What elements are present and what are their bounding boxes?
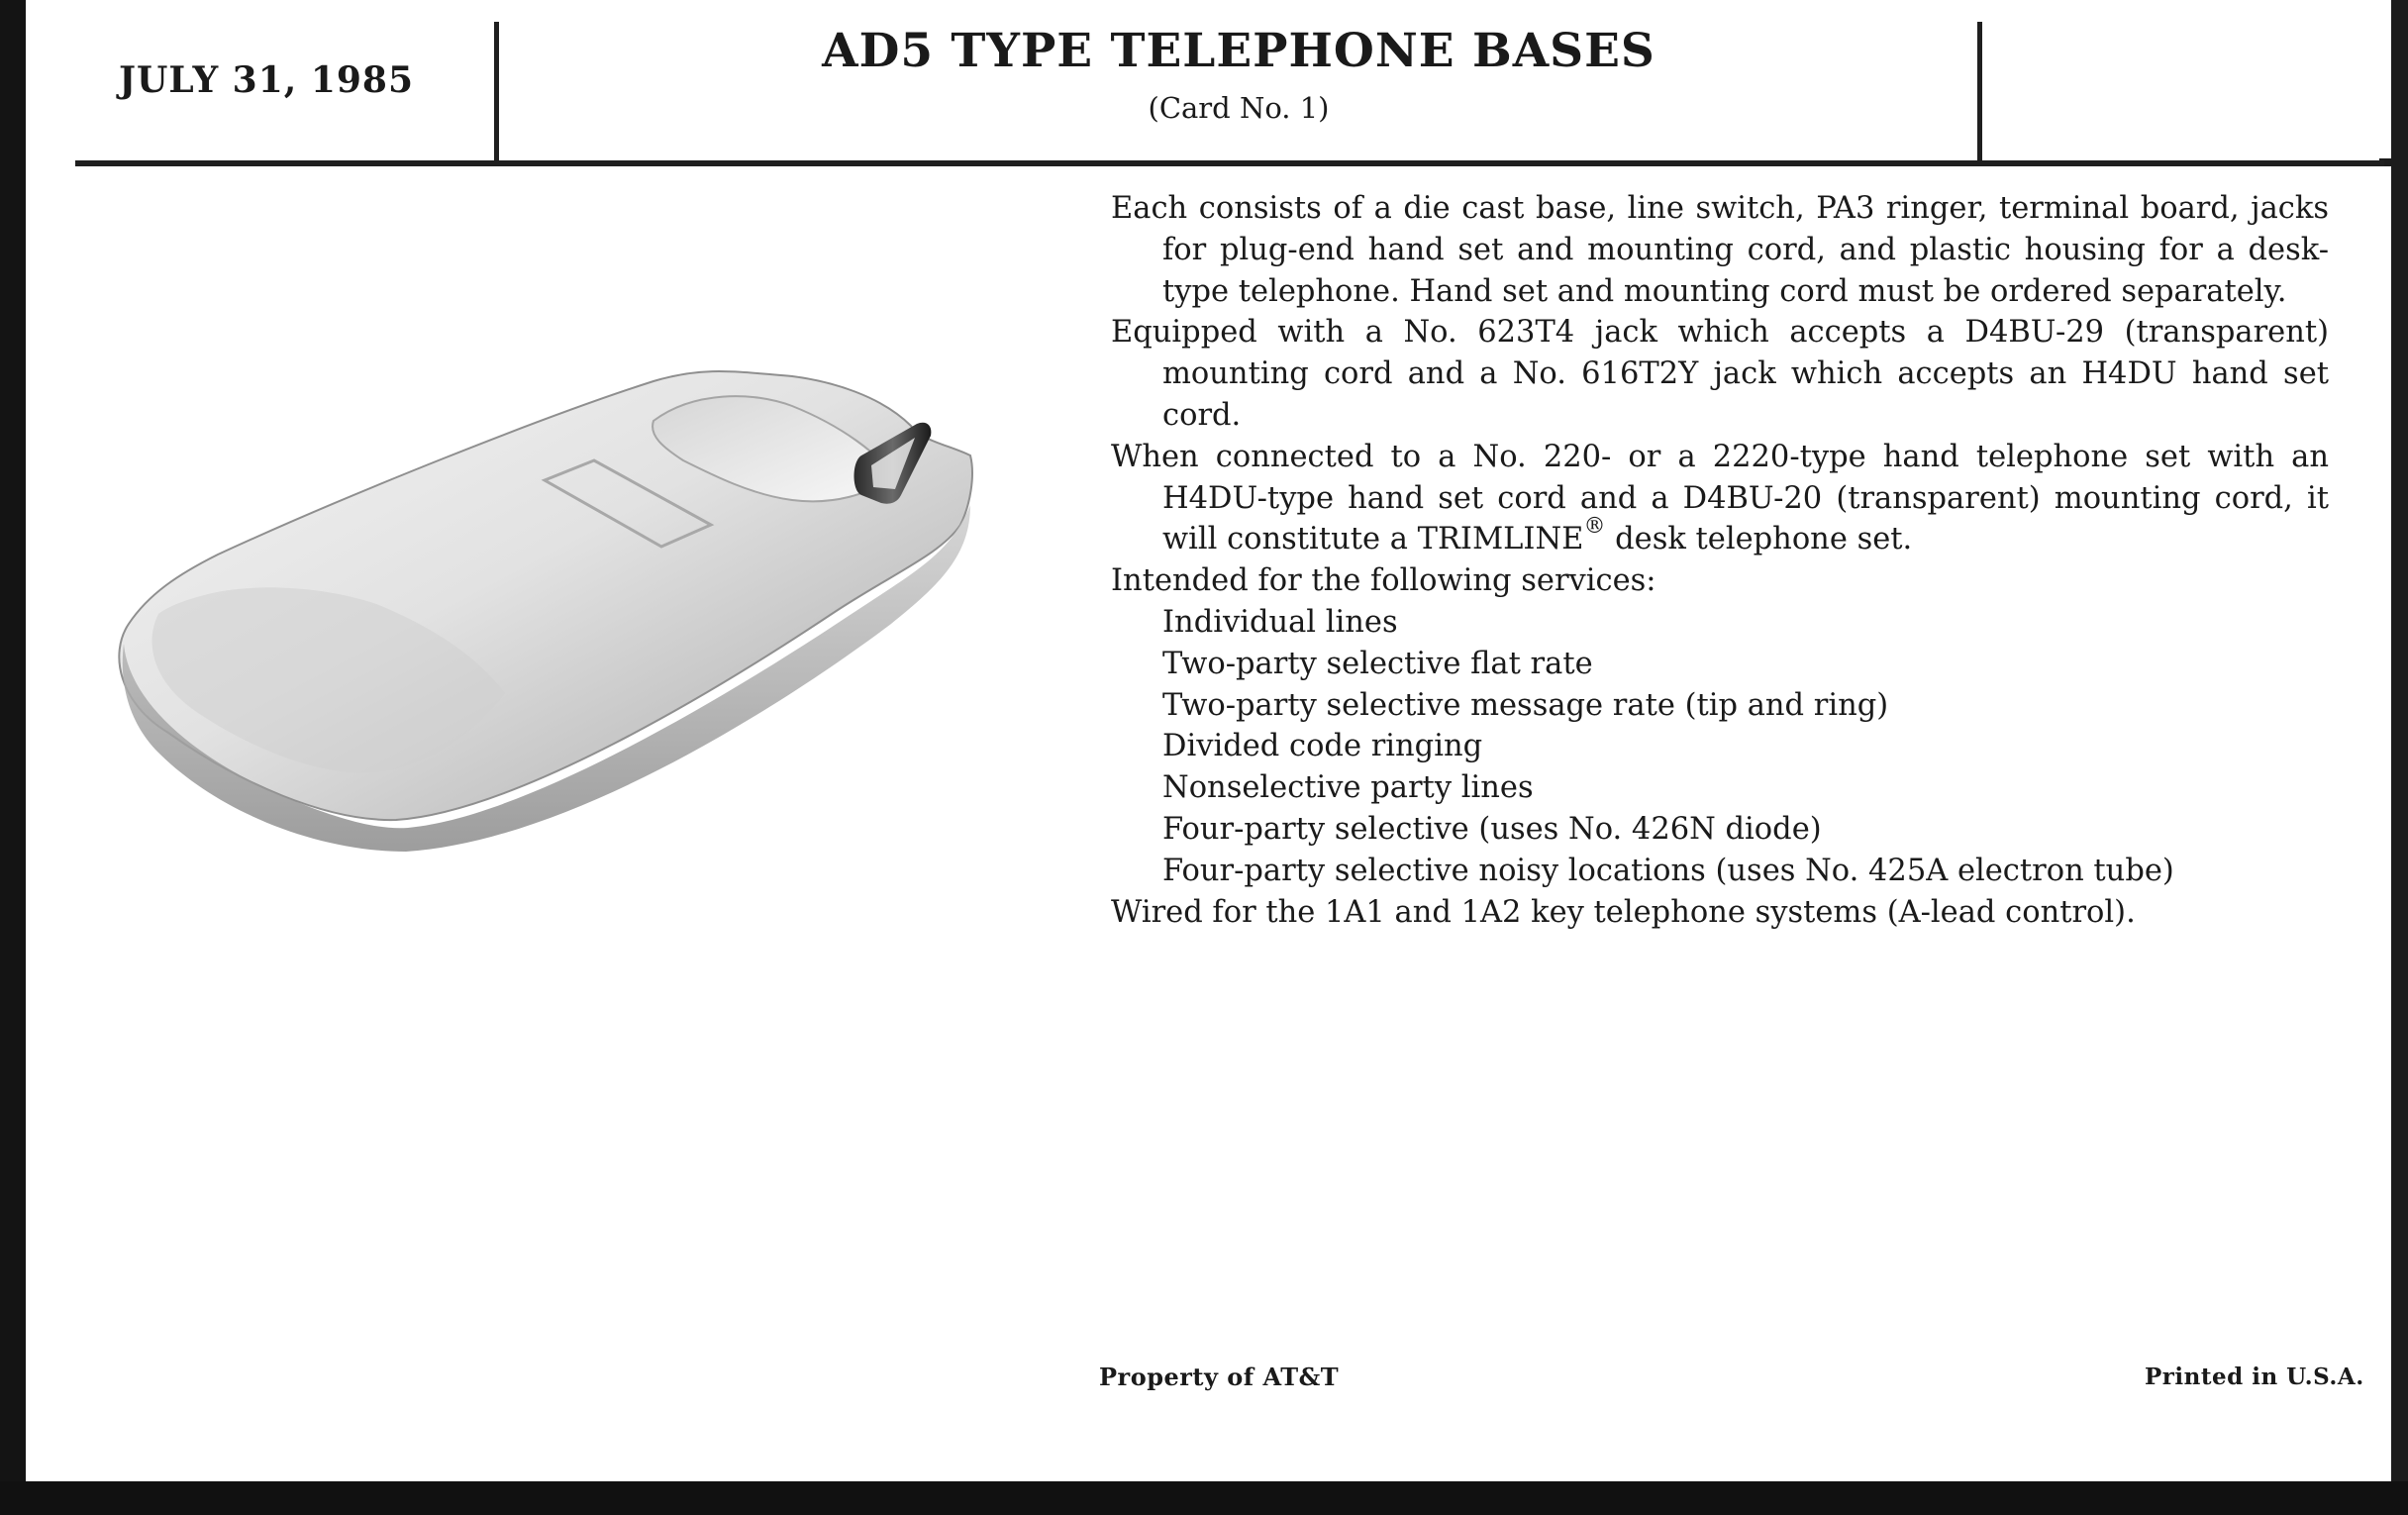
description-paragraph: Each consists of a die cast base, line switch, PA3 ringer, terminal board, jacks for plug-end hand set and mounting cord, and plastic housing for a desk-type telephone. Hand set and mounting cord must be ordered separately. <box>1111 191 2329 309</box>
header-rule <box>75 160 2384 166</box>
scan-border-bottom <box>0 1481 2408 1515</box>
property-note: Property of AT&T <box>1099 1363 1340 1391</box>
header-divider-right <box>1977 22 1982 163</box>
card-subtitle: (Card No. 1) <box>1148 91 1330 125</box>
card-title: AD5 TYPE TELEPHONE BASES <box>822 24 1656 78</box>
registered-mark: ® <box>1583 514 1606 540</box>
service-item: Nonselective party lines <box>1162 770 1534 806</box>
trimline-text: When connected to a No. 220- or a 2220-type hand telephone set with an H4DU-type hand set cord and a D4BU-20 (transparent) mounting cord, it will constitute a TRIMLINE <box>1111 439 2329 557</box>
services-intro: Intended for the following services: <box>1111 563 1656 599</box>
service-item: Divided code ringing <box>1162 729 1483 764</box>
service-item: Four-party selective noisy locations (uses No. 425A electron tube) <box>1162 853 2174 888</box>
service-item: Two-party selective flat rate <box>1162 646 1593 681</box>
service-item: Individual lines <box>1162 604 1398 640</box>
wiring-paragraph: Wired for the 1A1 and 1A2 key telephone systems (A-lead control). <box>1111 894 2136 930</box>
printed-note: Printed in U.S.A. <box>2145 1364 2364 1390</box>
card-date: JULY 31, 1985 <box>119 59 415 101</box>
header-divider-left <box>494 22 499 163</box>
service-item: Two-party selective message rate (tip and ring) <box>1162 687 1889 723</box>
scan-border-left <box>0 0 26 1515</box>
scan-border-right <box>2391 0 2408 1515</box>
trimline-paragraph <box>1111 437 2329 560</box>
trimline-text-end: desk telephone set. <box>1605 522 1913 557</box>
service-item: Four-party selective (uses No. 426N diode) <box>1162 811 1822 847</box>
jack-paragraph: Equipped with a No. 623T4 jack which accepts a D4BU-29 (transparent) mounting cord and a No. 616T2Y jack which accepts an H4DU hand set cord. <box>1111 315 2329 433</box>
services-list <box>1111 602 2329 892</box>
telephone-base-illustration <box>99 178 1079 852</box>
description-block <box>1111 188 2329 933</box>
